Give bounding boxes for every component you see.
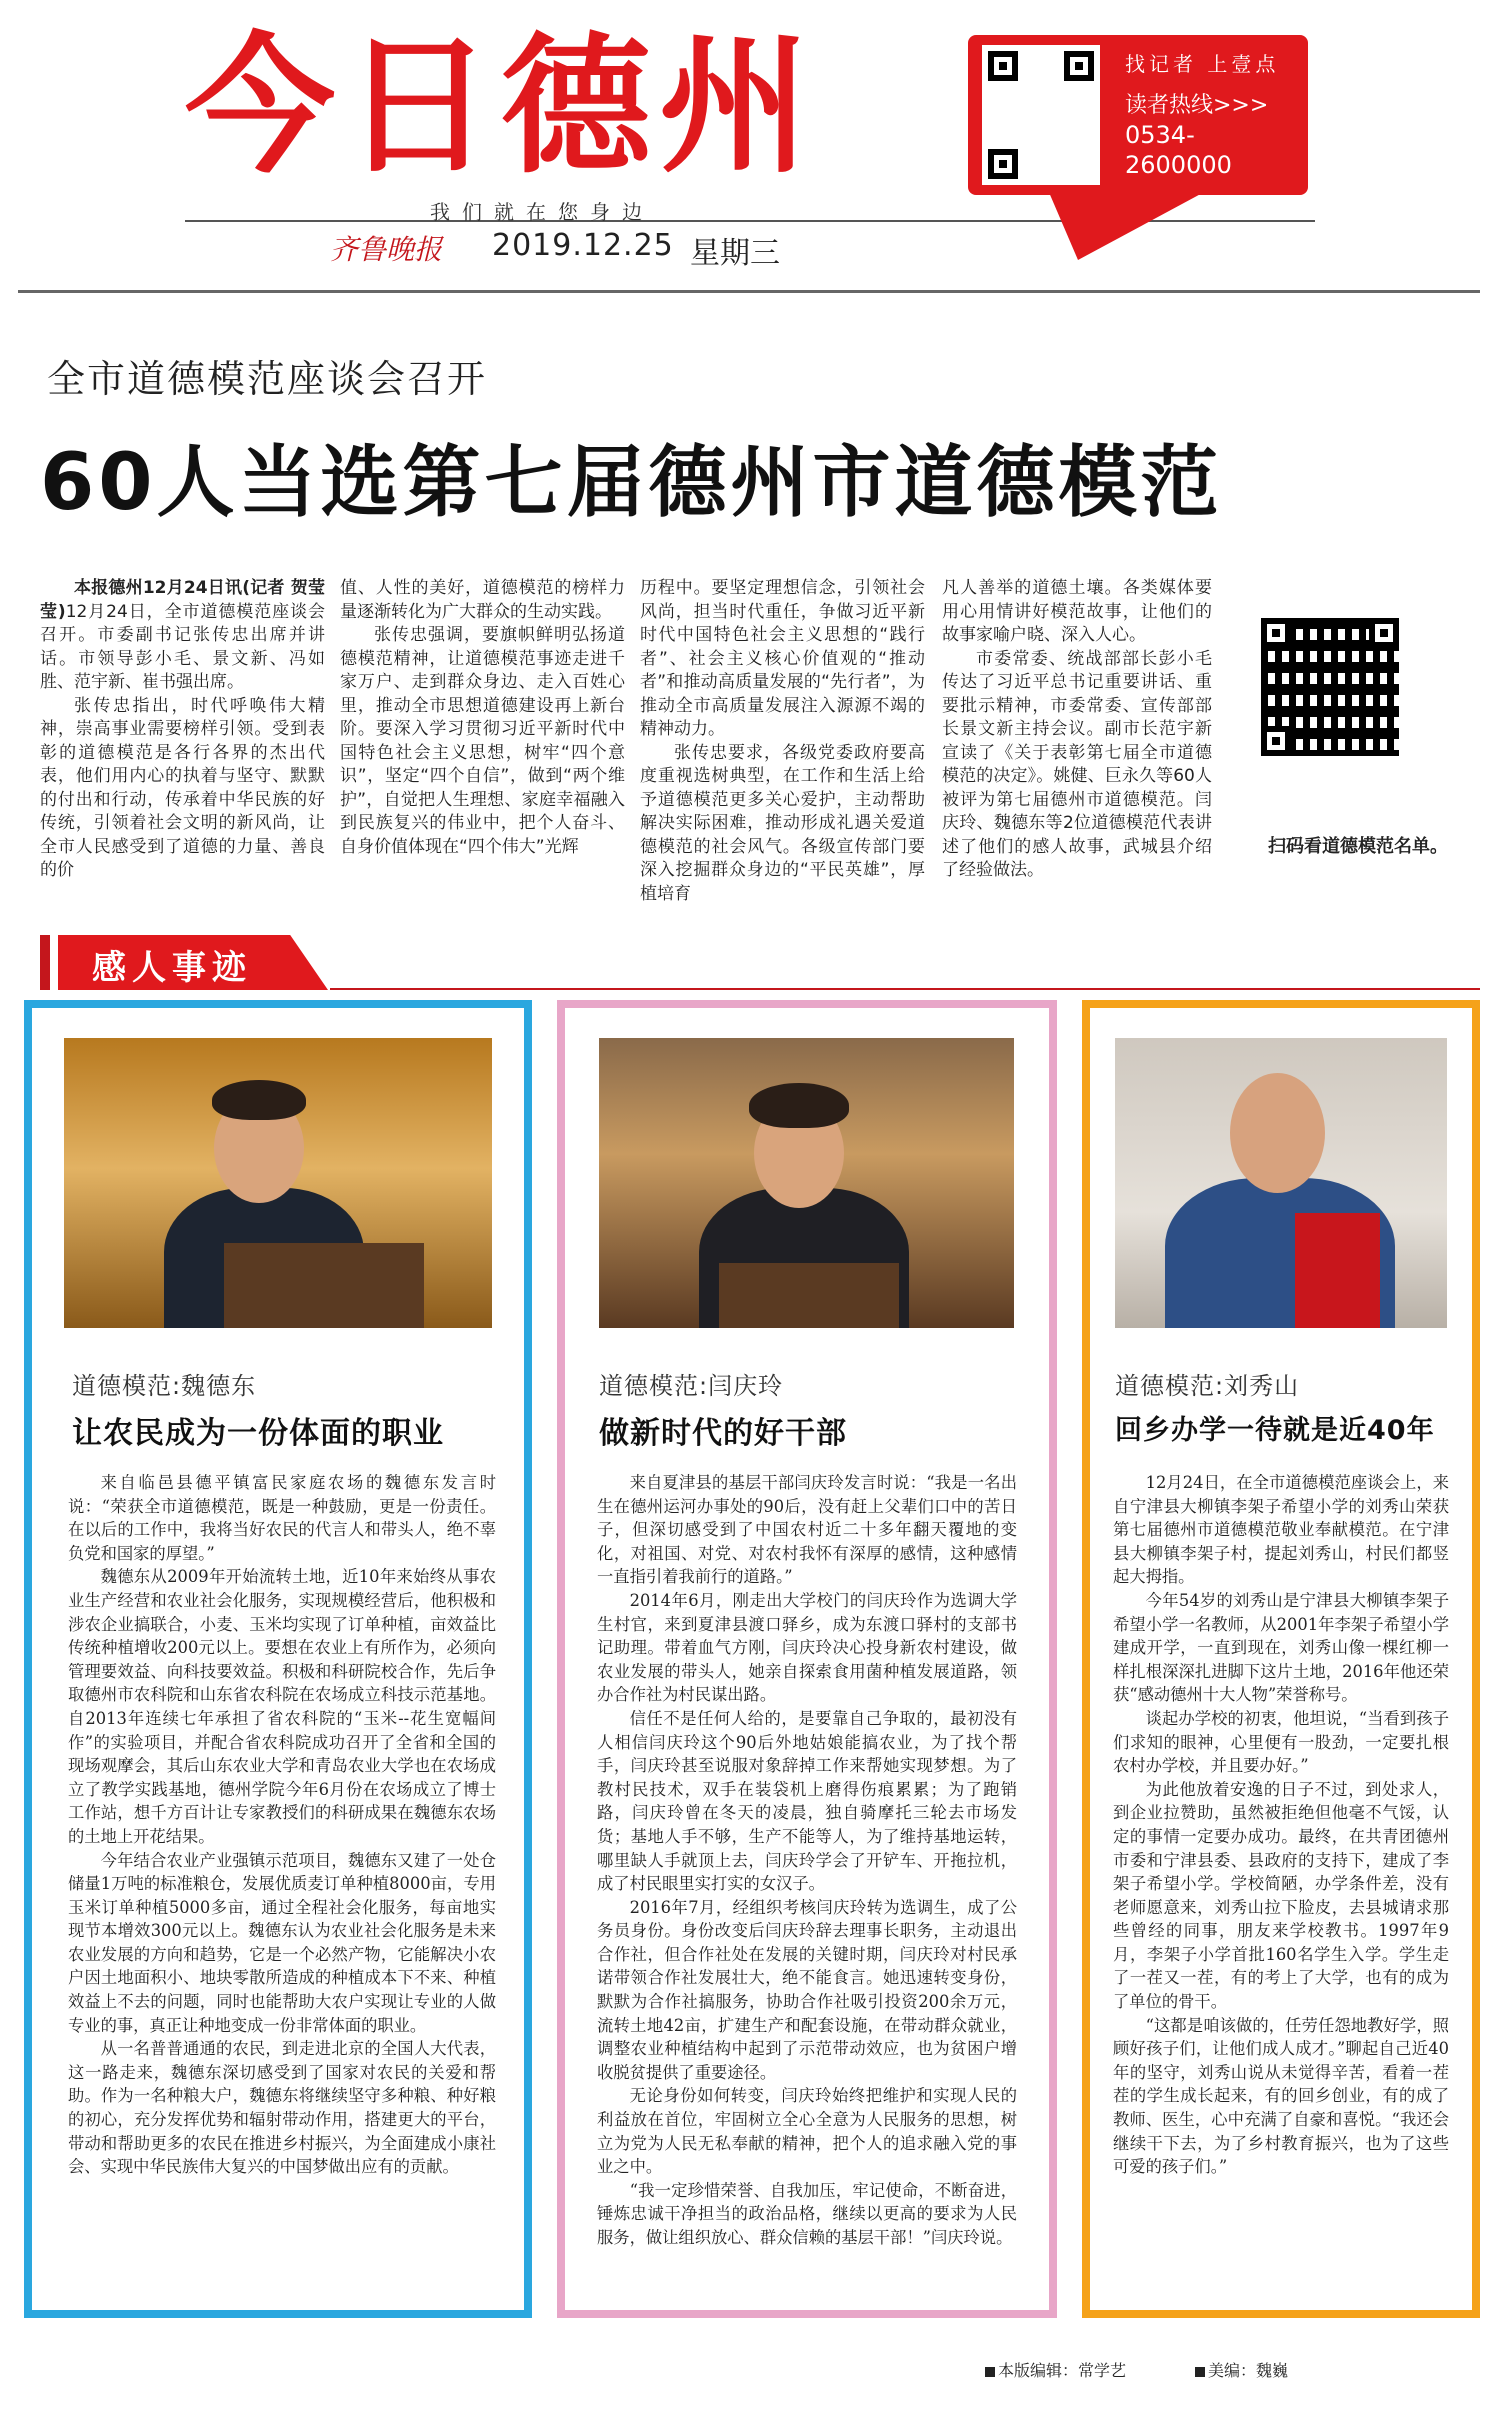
article-paragraph: 历程中。要坚定理想信念，引领社会风尚，担当时代重任，争做习近平新时代中国特色社会主义思想的“践行者”、社会主义核心价值观的“推动者”和推动高质量发展的“先行者”，为推动全市高质量发展注入源源不竭的精神动力。 — [640, 578, 925, 739]
page-editor-credit: 本版编辑：常学艺 — [985, 2358, 1126, 2381]
section-divider — [330, 988, 1480, 990]
card-paragraph: 今年结合农业产业强镇示范项目，魏德东又建了一处仓储量1万吨的标准粮仓，发展优质麦订单种植8000亩，专用玉米订单种植5000多亩，通过全程社会化服务，每亩地实现节本增效300元以上。魏德东认为农业社会化服务是未来农业发展的方向和趋势，它是一个必然产物，它能解决小农户因土地面积小、地块零散所造成的种植成本下不来、种植效益上不去的问题，同时也能帮助大农户实现让专业的人做专业的事，真正让种地变成一份非常体面的职业。 — [68, 1850, 496, 2035]
card-paragraph: 2016年7月，经组织考核闫庆玲转为选调生，成了公务员身份。身份改变后闫庆玲辞去理事长职务，主动退出合作社，但合作社处在发展的关键时期，闫庆玲对村民承诺带领合作社发展壮大，绝不能食言。她迅速转变身份，默默为合作社搞服务，协助合作社吸引投资200余万元，流转土地42亩，扩建生产和配套设施，在带动群众就业，调整农业种植结构中起到了示范带动效应，也为贫困户增收脱贫提供了重要途径。 — [597, 1897, 1017, 2082]
card-paragraph: 12月24日，在全市道德模范座谈会上，来自宁津县大柳镇李架子希望小学的刘秀山荣获第七届德州市道德模范敬业奉献模范。在宁津县大柳镇李架子村，提起刘秀山，村民们都竖起大拇指。 — [1113, 1473, 1449, 1587]
article-column-1 — [40, 577, 325, 883]
profile-card-liu-xiushan — [1082, 1000, 1480, 2318]
section-tag-label: 感人事迹 — [92, 948, 252, 988]
article-kicker: 全市道德模范座谈会召开 — [47, 357, 488, 401]
card-paragraph: 谈起办学校的初衷，他坦说，“当看到孩子们求知的眼神，心里便有一股劲，一定要扎根农村办学校，并且要办好。” — [1113, 1708, 1449, 1776]
profile-card-wei-dedong — [24, 1000, 532, 2318]
masthead — [0, 0, 1500, 300]
model-name-label: 道德模范:闫庆玲 — [599, 1372, 784, 1400]
qr-code-icon[interactable] — [982, 45, 1100, 185]
profile-photo — [1115, 1038, 1447, 1328]
article-paragraph: 张传忠要求，各级党委政府要高度重视选树典型，在工作和生活上给予道德模范更多关心爱护，主动帮助解决实际困难，推动形成礼遇关爱道德模范的社会风气。各级宣传部门要深入挖掘群众身边的“平民英雄”，厚植培育 — [640, 742, 925, 904]
card-paragraph: 为此他放着安逸的日子不过，到处求人，到企业拉赞助，虽然被拒绝但他毫不气馁，认定的事情一定要办成功。最终，在共青团德州市委和宁津县委、县政府的支持下，建成了李架子希望小学。学校简陋，办学条件差，没有老师愿意来，刘秀山拉下脸皮，去县城请求那些曾经的同事，朋友来学校教书。1997年9月，李架子小学首批160名学生入学。学生走了一茬又一茬，有的考上了大学，也有的成为了单位的骨干。 — [1113, 1779, 1449, 2012]
article-paragraph: 张传忠指出，时代呼唤伟大精神，崇高事业需要榜样引领。受到表彰的道德模范是各行各界的杰出代表，他们用内心的执着与坚守、默默的付出和行动，传承着中华民族的好传统，引领着社会文明的新风尚，让全市人民感受到了道德的力量、善良的价 — [40, 695, 325, 880]
article-paragraph: 市委常委、统战部部长彭小毛传达了习近平总书记重要讲话、重要批示精神，市委常委、宣传部部长景文新主持会议。副市长范宇新宣读了《关于表彰第七届全市道德模范的决定》。姚健、巨永久等60人被评为第七届德州市道德模范。闫庆玲、魏德东等2位道德模范代表讲述了他们的感人故事，武城县介绍了经验做法。 — [942, 648, 1212, 880]
qr-caption: 扫码看道德模范名单。 — [1268, 836, 1448, 857]
article-paragraph: 12月24日，全市道德模范座谈会召开。市委副书记张传忠出席并讲话。市领导彭小毛、景文新、冯如胜、范宇新、崔书强出席。 — [40, 601, 325, 692]
article-column-3 — [640, 577, 925, 906]
hotline-bubble-tail — [1048, 190, 1208, 260]
model-name-label: 道德模范:刘秀山 — [1115, 1372, 1300, 1400]
article-column-2 — [340, 577, 625, 859]
article-lead: 本报德州12月24日讯(记者 贺莹莹) — [40, 578, 325, 622]
masthead-bottom-rule — [18, 290, 1480, 293]
card-paragraph: 从一名普普通通的农民，到走进北京的全国人大代表，这一路走来，魏德东深切感受到了国家对农民的关爱和帮助。作为一名种粮大户，魏德东将继续坚守多种粮、种好粮的初心，充分发挥优势和辐射带动作用，搭建更大的平台，带动和帮助更多的农民在推进乡村振兴，为全面建成小康社会、实现中华民族伟大复兴的中国梦做出应有的贡献。 — [68, 2039, 496, 2177]
article-paragraph: 张传忠强调，要旗帜鲜明弘扬道德模范精神，让道德模范事迹走进千家万户、走到群众身边、走入百姓心里，推动全市思想道德建设再上新台阶。要深入学习贯彻习近平新时代中国特色社会主义思想，树牢“四个意识”，坚定“四个自信”，做到“两个维护”，自觉把人生理想、家庭幸福融入到民族复兴的伟业中，把个人奋斗、自身价值体现在“四个伟大”光辉 — [340, 625, 625, 857]
card-title: 让农民成为一份体面的职业 — [72, 1416, 444, 1451]
hotline-phone-number: 0534-2600000 — [1125, 121, 1232, 179]
card-paragraph: 今年54岁的刘秀山是宁津县大柳镇李架子希望小学一名教师，从2001年李架子希望小学建成开学，一直到现在，刘秀山像一棵红柳一样扎根深深扎进脚下这片土地，2016年他还荣获“感动德州十大人物”荣誉称号。 — [1113, 1590, 1449, 1705]
qr-code-icon[interactable] — [1255, 612, 1405, 762]
card-body — [597, 1471, 1017, 2250]
masthead-title: 今日德州 — [185, 20, 818, 194]
model-name-label: 道德模范:魏德东 — [72, 1372, 257, 1400]
page-artist-credit: 美编：魏巍 — [1195, 2358, 1288, 2381]
hotline-line-1: 找记者 上壹点 — [1125, 52, 1280, 76]
card-paragraph: “这都是咱该做的，任劳任怨地教好学，照顾好孩子们，让他们成人成才。”聊起自己近40年的坚守，刘秀山说从未觉得辛苦，看着一茬茬的学生成长起来，有的回乡创业，有的成了教师、医生，心中充满了自豪和喜悦。“我还会继续干下去，为了乡村教育振兴，也为了这些可爱的孩子们。” — [1113, 2015, 1449, 2177]
card-paragraph: 来自夏津县的基层干部闫庆玲发言时说：“我是一名出生在德州运河办事处的90后，没有赶上父辈们口中的苦日子，但深切感受到了中国农村近二十多年翻天覆地的变化，对祖国、对党、对农村我怀有深厚的感情，这种感情一直指引着我前行的道路。” — [597, 1473, 1017, 1587]
card-paragraph: 来自临邑县德平镇富民家庭农场的魏德东发言时说：“荣获全市道德模范，既是一种鼓励，更是一份责任。在以后的工作中，我将当好农民的代言人和带头人，绝不辜负党和国家的厚望。” — [68, 1473, 496, 1563]
card-paragraph: 无论身份如何转变，闫庆玲始终把维护和实现人民的利益放在首位，牢固树立全心全意为人民服务的思想，树立为党为人民无私奉献的精神，把个人的追求融入党的事业之中。 — [597, 2086, 1017, 2177]
profile-photo — [64, 1038, 492, 1328]
hotline-line-2: 读者热线>>> — [1125, 93, 1269, 118]
masthead-slogan: 我们就在您身边 — [430, 200, 654, 224]
publication-date: 2019.12.25 — [492, 228, 674, 263]
profile-card-yan-qingling — [557, 1000, 1057, 2318]
card-paragraph: 信任不是任何人给的，是要靠自己争取的，最初没有人相信闫庆玲这个90后外地姑娘能搞农业，为了找个帮手，闫庆玲甚至说服对象辞掉工作来帮她实现梦想。为了教村民技术，双手在装袋机上磨得伤痕累累；为了跑销路，闫庆玲曾在冬天的凌晨，独自骑摩托三轮去市场发货；基地人手不够，生产不能等人，为了维持基地运转，哪里缺人手就顶上去，闫庆玲学会了开铲车、开拖拉机，成了村民眼里实打实的女汉子。 — [597, 1708, 1017, 1894]
card-title: 回乡办学一待就是近40年 — [1115, 1415, 1435, 1446]
profile-photo — [599, 1038, 1014, 1328]
honor-certificate — [1295, 1213, 1380, 1328]
article-headline: 60人当选第七届德州市道德模范 — [40, 438, 1223, 528]
card-paragraph: “我一定珍惜荣誉、自我加压，牢记使命，不断奋进，锤炼忠诚干净担当的政治品格，继续以更高的要求为人民服务，做让组织放心、群众信赖的基层干部！”闫庆玲说。 — [597, 2180, 1017, 2247]
card-paragraph: 魏德东从2009年开始流转土地，近10年来始终从事农业生产经营和农业社会化服务，实现规模经营后，他积极和涉农企业搞联合，小麦、玉米均实现了订单种植，亩效益比传统种植增收200元以上。要想在农业上有所作为，必须向管理要效益、向科技要效益。积极和科研院校合作，先后争取德州市农科院和山东省农科院在农场成立科技示范基地。自2013年连续七年承担了省农科院的“玉米--花生宽幅间作”的实验项目，并配合省农科院成功召开了全省和全国的现场观摩会，其后山东农业大学和青岛农业大学也在农场成立了教学实践基地，德州学院今年6月份在农场成立了博士工作站，想千方百计让专家教授们的科研成果在魏德东农场的土地上开花结果。 — [68, 1567, 496, 1846]
section-tag-accent — [40, 935, 50, 990]
article-paragraph: 凡人善举的道德土壤。各类媒体要用心用情讲好模范故事，让他们的故事家喻户晓、深入人心。 — [942, 578, 1212, 645]
card-body — [68, 1471, 496, 2179]
article-column-4 — [942, 577, 1212, 883]
publication-weekday: 星期三 — [690, 236, 780, 271]
card-body — [1113, 1471, 1449, 2179]
article-paragraph: 值、人性的美好，道德模范的榜样力量逐渐转化为广大群众的生动实践。 — [340, 578, 625, 622]
card-title: 做新时代的好干部 — [599, 1416, 847, 1451]
paper-name: 齐鲁晚报 — [330, 233, 443, 266]
card-paragraph: 2014年6月，刚走出大学校门的闫庆玲作为选调大学生村官，来到夏津县渡口驿乡，成为东渡口驿村的支部书记助理。带着血气方刚，闫庆玲决心投身新农村建设，做农业发展的带头人，她亲自探索食用菌种植发展道路，领办合作社为村民谋出路。 — [597, 1590, 1017, 1705]
